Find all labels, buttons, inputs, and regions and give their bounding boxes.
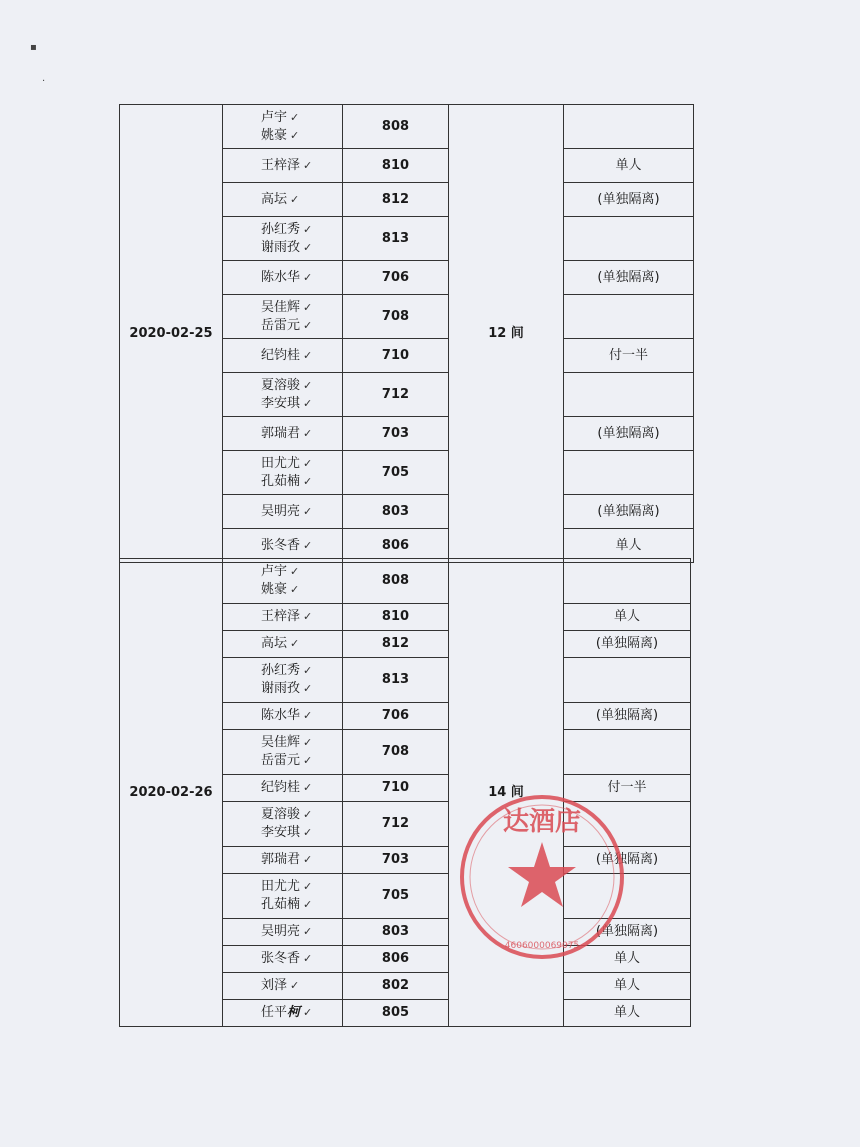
note-cell: 付一半 — [564, 775, 691, 802]
guest-names-cell — [223, 183, 343, 217]
guest-name-line — [261, 680, 342, 698]
guest-name: 卢宇 — [261, 109, 288, 125]
guest-name-line — [261, 977, 342, 995]
room-number-cell: 712 — [343, 373, 449, 417]
note-cell: 单人 — [564, 1000, 691, 1027]
guest-name-line — [261, 109, 342, 127]
guest-name: 李安琪 — [261, 395, 301, 411]
room-number-cell: 808 — [343, 559, 449, 604]
guest-name-line — [261, 923, 342, 941]
seal-serial: 4606000069075 — [504, 941, 580, 951]
hotel-seal-stamp — [455, 790, 630, 965]
check-mark-icon: ✓ — [303, 504, 313, 518]
note-cell — [564, 559, 691, 604]
guest-name-line — [261, 157, 342, 175]
guest-names-cell — [223, 730, 343, 775]
guest-name: 高坛 — [261, 636, 288, 651]
check-mark-icon: ✓ — [303, 240, 313, 254]
check-mark-icon: ✓ — [303, 664, 313, 677]
guest-name-line — [261, 127, 342, 145]
room-number-cell: 812 — [343, 183, 449, 217]
room-number-cell: 812 — [343, 631, 449, 658]
guest-name-line — [261, 878, 342, 896]
check-mark-icon: ✓ — [303, 378, 313, 392]
note-cell: 单人 — [564, 604, 691, 631]
guest-name: 张冬香 — [261, 951, 301, 966]
guest-name: 郭瑞君 — [261, 425, 301, 441]
note-cell: (单独隔离) — [564, 495, 694, 529]
room-number-cell: 813 — [343, 217, 449, 261]
guest-name: 卢宇 — [261, 564, 288, 579]
note-cell — [564, 373, 694, 417]
guest-name-line — [261, 425, 342, 443]
guest-name: 田尤尤 — [261, 455, 301, 471]
guest-name: 刘泽 — [261, 978, 288, 993]
check-mark-icon: ✓ — [303, 925, 313, 938]
guest-names-cell — [223, 339, 343, 373]
guest-names-cell — [223, 417, 343, 451]
guest-names-cell — [223, 775, 343, 802]
guest-name-line — [261, 221, 342, 239]
guest-name-line — [261, 537, 342, 555]
guest-name: 孙红秀 — [261, 221, 301, 237]
guest-name: 王梓泽 — [261, 609, 301, 624]
check-mark-icon: ✓ — [290, 583, 300, 596]
guest-name: 吴明亮 — [261, 924, 301, 939]
check-mark-icon: ✓ — [303, 270, 313, 284]
table-row — [120, 105, 694, 149]
guest-name: 陈水华 — [261, 269, 301, 285]
check-mark-icon: ✓ — [303, 826, 313, 839]
guest-name-line — [261, 581, 342, 599]
check-mark-icon: ✓ — [303, 736, 313, 749]
room-number-cell: 706 — [343, 703, 449, 730]
check-mark-icon: ✓ — [303, 158, 313, 172]
check-mark-icon: ✓ — [303, 222, 313, 236]
guest-name: 吴佳辉 — [261, 735, 301, 750]
guest-name-line — [261, 752, 342, 770]
note-cell: (单独隔离) — [564, 631, 691, 658]
note-cell — [564, 217, 694, 261]
guest-names-cell — [223, 874, 343, 919]
guest-names-cell — [223, 658, 343, 703]
room-number-cell: 708 — [343, 730, 449, 775]
note-cell: 单人 — [564, 149, 694, 183]
guest-name: 孔茹楠 — [261, 897, 301, 912]
guest-name-line — [261, 377, 342, 395]
guest-name: 陈水华 — [261, 708, 301, 723]
check-mark-icon: ✓ — [303, 709, 313, 722]
guest-names-cell — [223, 973, 343, 1000]
guest-names-cell — [223, 261, 343, 295]
check-mark-icon: ✓ — [303, 754, 313, 767]
check-mark-icon: ✓ — [303, 880, 313, 893]
guest-name: 夏溶骏 — [261, 807, 301, 822]
guest-name-line — [261, 239, 342, 257]
room-number-cell: 802 — [343, 973, 449, 1000]
guest-name: 田尤尤 — [261, 879, 301, 894]
guest-name-line — [261, 503, 342, 521]
room-number-cell: 703 — [343, 417, 449, 451]
check-mark-icon: ✓ — [303, 610, 313, 623]
lodging-table-day1 — [119, 104, 694, 563]
guest-name: 张冬香 — [261, 537, 301, 553]
guest-names-cell — [223, 149, 343, 183]
guest-names-cell — [223, 946, 343, 973]
guest-names-cell — [223, 373, 343, 417]
guest-name: 孙红秀 — [261, 663, 301, 678]
note-cell: 付一半 — [564, 339, 694, 373]
note-cell: 单人 — [564, 529, 694, 563]
guest-names-cell — [223, 217, 343, 261]
scan-speck: · — [42, 76, 46, 87]
check-mark-icon: ✓ — [303, 300, 313, 314]
guest-name: 纪钧桂 — [261, 780, 301, 795]
guest-name-line — [261, 395, 342, 413]
check-mark-icon: ✓ — [303, 1006, 313, 1019]
guest-name-line — [261, 191, 342, 209]
scan-speck: ▪ — [30, 42, 37, 53]
table-row — [120, 559, 691, 604]
guest-name: 姚豪 — [261, 582, 288, 597]
check-mark-icon: ✓ — [303, 474, 313, 488]
guest-name: 吴明亮 — [261, 503, 301, 519]
room-number-cell: 806 — [343, 946, 449, 973]
check-mark-icon: ✓ — [303, 426, 313, 440]
guest-name-line — [261, 851, 342, 869]
guest-name: 谢雨孜 — [261, 681, 301, 696]
guest-names-cell — [223, 631, 343, 658]
guest-name: 吴佳辉 — [261, 299, 301, 315]
note-cell: (单独隔离) — [564, 261, 694, 295]
room-number-cell: 813 — [343, 658, 449, 703]
guest-name-line — [261, 896, 342, 914]
room-number-cell: 803 — [343, 495, 449, 529]
seal-star-icon — [508, 842, 576, 907]
guest-name-line — [261, 563, 342, 581]
check-mark-icon: ✓ — [303, 898, 313, 911]
guest-names-cell — [223, 802, 343, 847]
note-cell: 单人 — [564, 973, 691, 1000]
note-cell: (单独隔离) — [564, 183, 694, 217]
handwritten-annotation: 柯 — [287, 1005, 301, 1020]
note-cell: 单人 — [564, 946, 691, 973]
guest-names-cell — [223, 451, 343, 495]
room-number-cell: 808 — [343, 105, 449, 149]
note-cell — [564, 451, 694, 495]
check-mark-icon: ✓ — [303, 952, 313, 965]
check-mark-icon: ✓ — [303, 456, 313, 470]
guest-name-line — [261, 1004, 342, 1022]
room-number-cell: 710 — [343, 775, 449, 802]
check-mark-icon: ✓ — [290, 110, 300, 124]
guest-name: 岳雷元 — [261, 753, 301, 768]
guest-name: 岳雷元 — [261, 317, 301, 333]
room-total-cell: 12 间 — [449, 105, 564, 563]
guest-name: 夏溶骏 — [261, 377, 301, 393]
room-number-cell: 706 — [343, 261, 449, 295]
seal-text: 达酒店 — [502, 807, 582, 837]
guest-name: 李安琪 — [261, 825, 301, 840]
guest-name: 纪钧桂 — [261, 347, 301, 363]
room-number-cell: 705 — [343, 874, 449, 919]
room-number-cell: 806 — [343, 529, 449, 563]
check-mark-icon: ✓ — [303, 318, 313, 332]
guest-name-line — [261, 806, 342, 824]
room-number-cell: 803 — [343, 919, 449, 946]
note-cell: (单独隔离) — [564, 847, 691, 874]
check-mark-icon: ✓ — [303, 396, 313, 410]
check-mark-icon: ✓ — [290, 979, 300, 992]
guest-name-line — [261, 269, 342, 287]
guest-name-line — [261, 317, 342, 335]
room-number-cell: 805 — [343, 1000, 449, 1027]
guest-name-line — [261, 950, 342, 968]
guest-name-line — [261, 779, 342, 797]
guest-name-line — [261, 707, 342, 725]
guest-names-cell — [223, 919, 343, 946]
guest-name: 姚豪 — [261, 127, 288, 143]
note-cell — [564, 295, 694, 339]
note-cell — [564, 730, 691, 775]
guest-name-line — [261, 734, 342, 752]
guest-names-cell — [223, 559, 343, 604]
check-mark-icon: ✓ — [290, 128, 300, 142]
room-number-cell: 712 — [343, 802, 449, 847]
check-mark-icon: ✓ — [303, 348, 313, 362]
note-cell: (单独隔离) — [564, 703, 691, 730]
guest-names-cell — [223, 703, 343, 730]
note-cell: (单独隔离) — [564, 919, 691, 946]
note-cell: (单独隔离) — [564, 417, 694, 451]
guest-names-cell — [223, 1000, 343, 1027]
date-cell: 2020-02-26 — [120, 559, 223, 1027]
guest-name-line — [261, 608, 342, 626]
check-mark-icon: ✓ — [303, 682, 313, 695]
check-mark-icon: ✓ — [303, 781, 313, 794]
guest-name: 孔茹楠 — [261, 473, 301, 489]
note-cell — [564, 658, 691, 703]
guest-names-cell — [223, 847, 343, 874]
guest-names-cell — [223, 604, 343, 631]
guest-names-cell — [223, 105, 343, 149]
room-number-cell: 810 — [343, 149, 449, 183]
room-number-cell: 810 — [343, 604, 449, 631]
guest-name: 郭瑞君 — [261, 852, 301, 867]
note-cell — [564, 105, 694, 149]
guest-name-line — [261, 824, 342, 842]
guest-name: 任平 — [261, 1005, 288, 1020]
guest-name-line — [261, 347, 342, 365]
guest-name: 高坛 — [261, 191, 288, 207]
room-number-cell: 705 — [343, 451, 449, 495]
check-mark-icon: ✓ — [290, 192, 300, 206]
guest-name-line — [261, 635, 342, 653]
room-number-cell: 710 — [343, 339, 449, 373]
check-mark-icon: ✓ — [290, 637, 300, 650]
date-cell: 2020-02-25 — [120, 105, 223, 563]
guest-name-line — [261, 473, 342, 491]
room-total-cell: 14 间 — [449, 559, 564, 1027]
room-number-cell: 708 — [343, 295, 449, 339]
check-mark-icon: ✓ — [303, 853, 313, 866]
check-mark-icon: ✓ — [303, 538, 313, 552]
check-mark-icon: ✓ — [303, 808, 313, 821]
guest-name: 谢雨孜 — [261, 239, 301, 255]
check-mark-icon: ✓ — [290, 565, 300, 578]
guest-name-line — [261, 455, 342, 473]
guest-name-line — [261, 662, 342, 680]
guest-names-cell — [223, 495, 343, 529]
guest-name-line — [261, 299, 342, 317]
guest-names-cell — [223, 295, 343, 339]
room-number-cell: 703 — [343, 847, 449, 874]
guest-name: 王梓泽 — [261, 157, 301, 173]
